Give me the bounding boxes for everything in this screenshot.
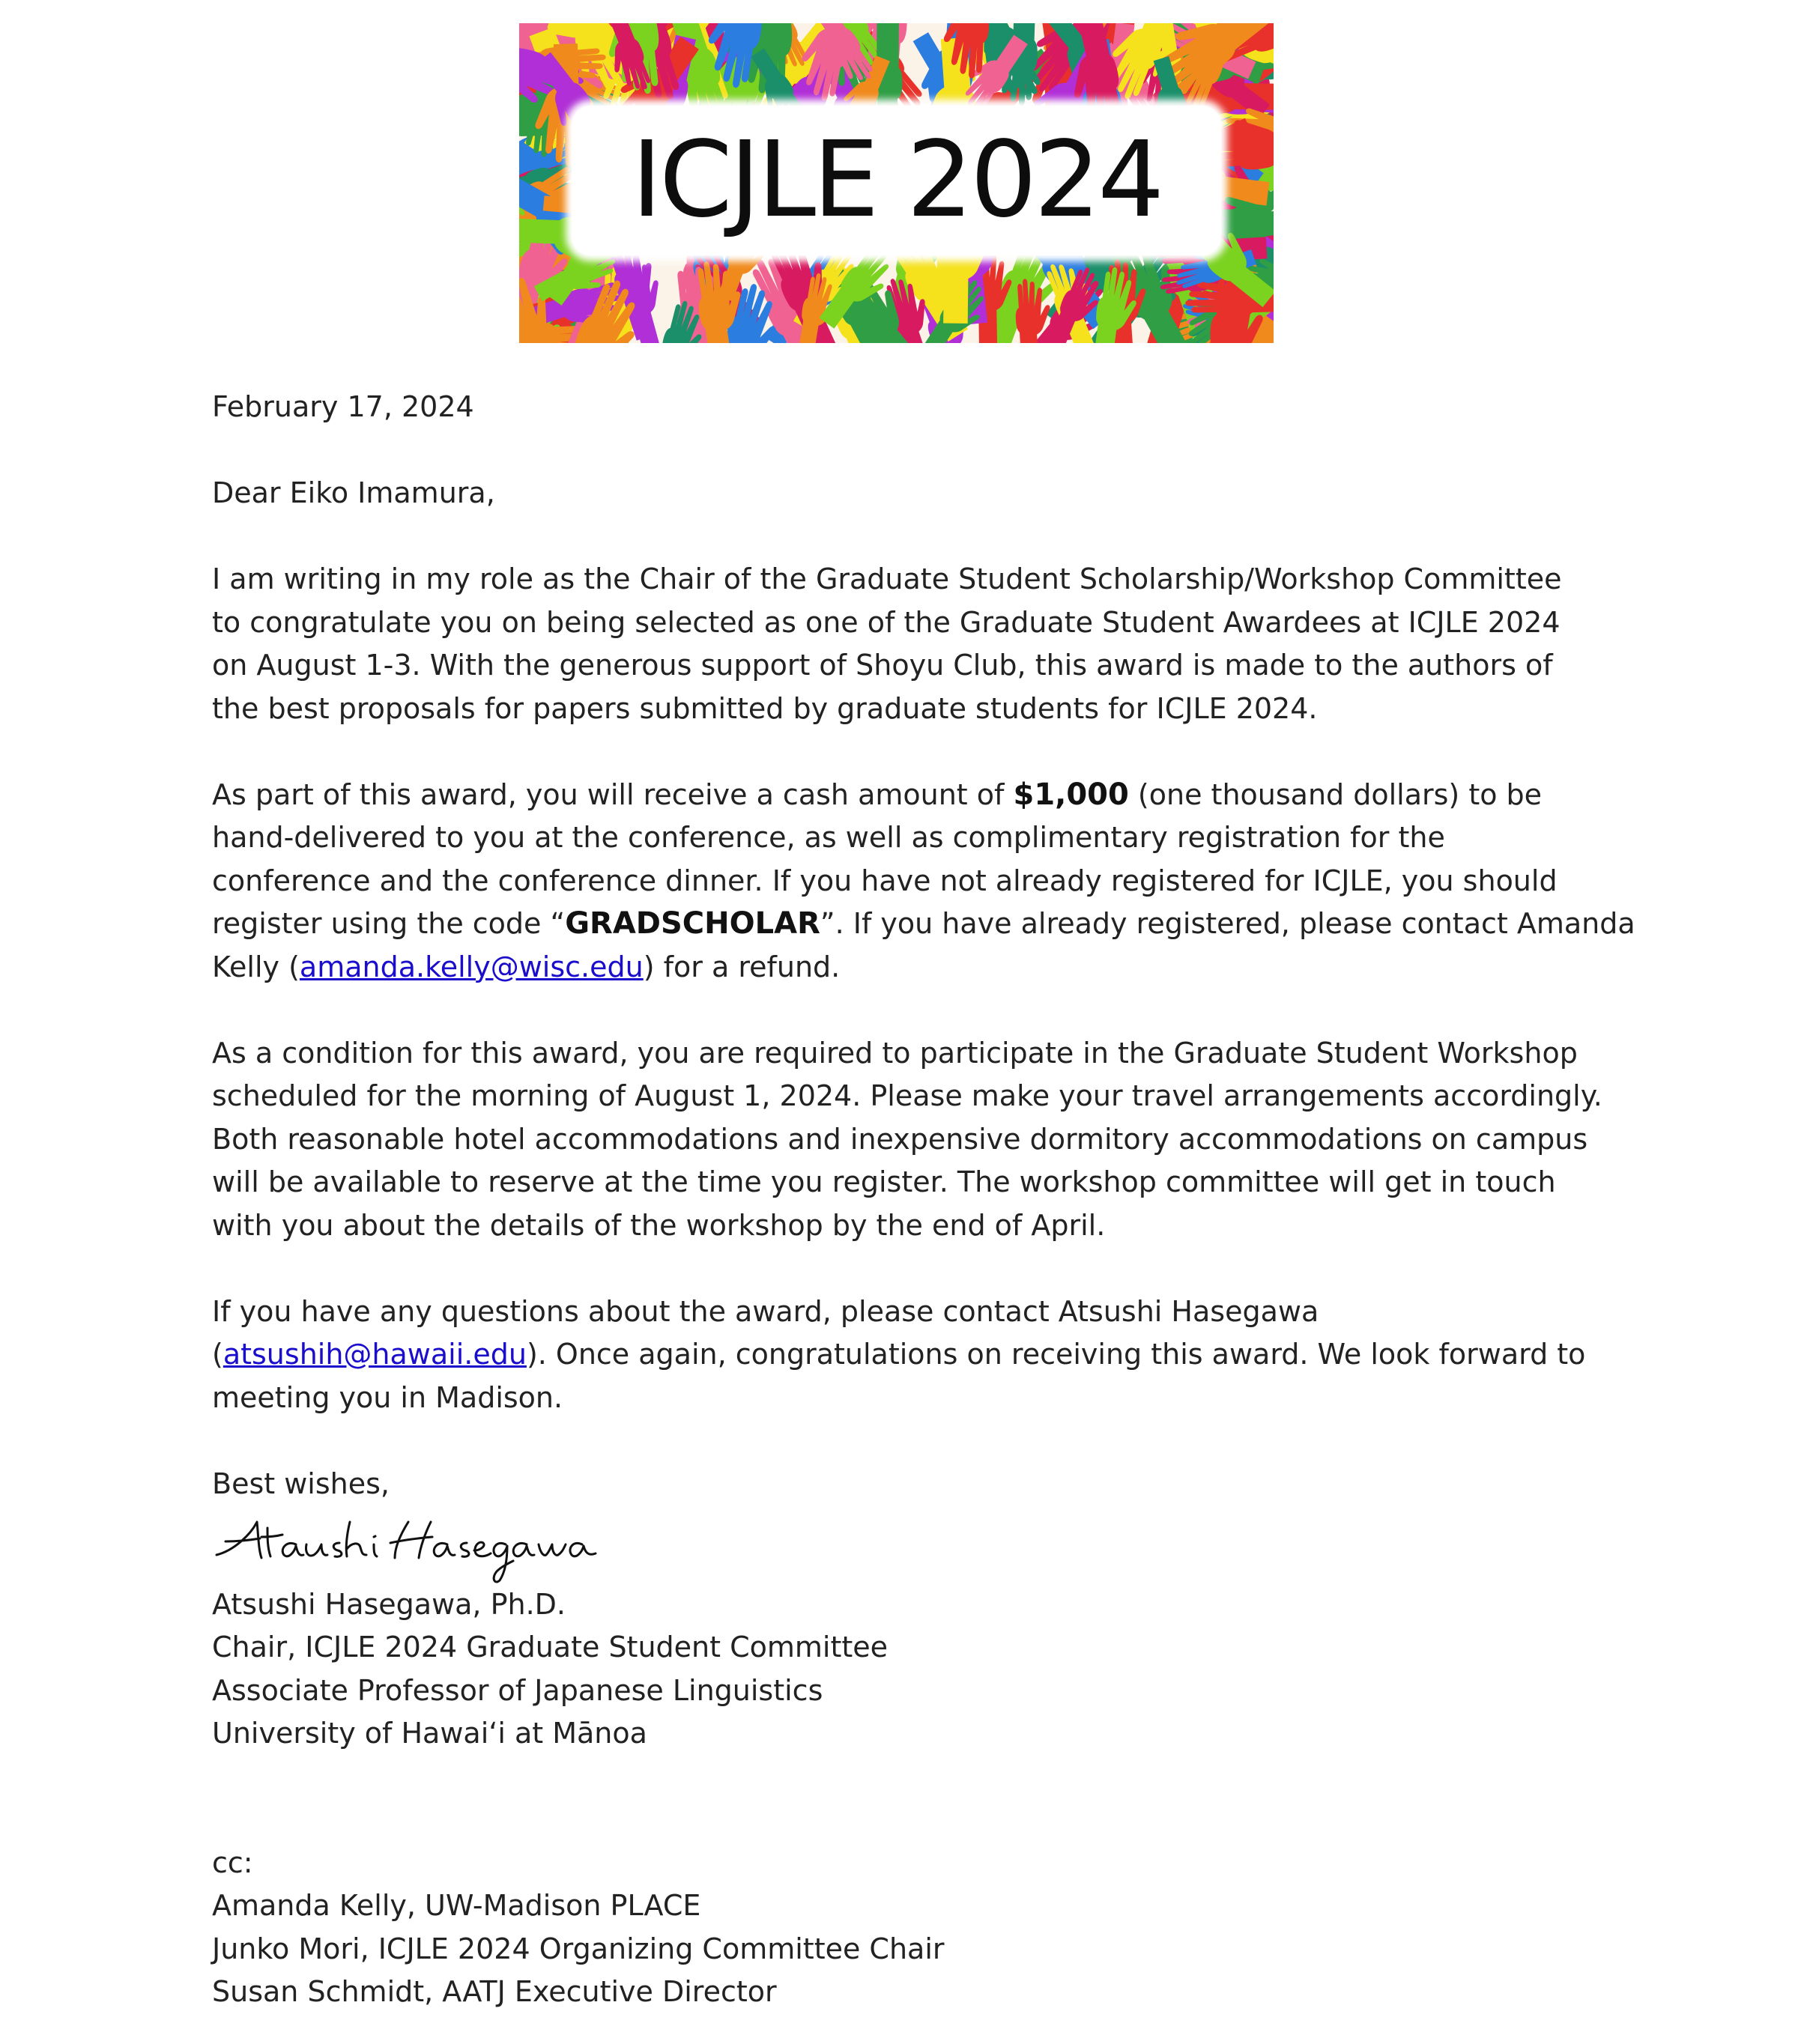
email-link-atsushi-hasegawa[interactable]: atsushih@hawaii.edu bbox=[223, 1338, 527, 1371]
letter-body bbox=[212, 386, 1635, 2014]
email-link-amanda-kelly[interactable]: amanda.kelly@wisc.edu bbox=[299, 950, 644, 983]
text-line bbox=[212, 774, 1590, 817]
banner-title: ICJLE 2024 bbox=[631, 119, 1162, 241]
text-line: scheduled for the morning of August 1, 2024. Please make your travel arrangements accordingly. bbox=[212, 1079, 1602, 1112]
text-run: ) for a refund. bbox=[643, 950, 841, 983]
spacer bbox=[212, 1756, 1590, 1799]
signer-title-1: Chair, ICJLE 2024 Graduate Student Committee bbox=[212, 1631, 889, 1664]
paragraph-award-notice bbox=[212, 558, 1590, 730]
letter-date: February 17, 2024 bbox=[212, 390, 474, 423]
paragraph-workshop-condition bbox=[212, 1032, 1602, 1248]
hand-icon bbox=[943, 272, 968, 324]
text-run: register using the code “ bbox=[212, 907, 566, 940]
signer-title-2: Associate Professor of Japanese Linguistics bbox=[212, 1673, 823, 1707]
conference-banner bbox=[519, 23, 1274, 343]
hand-icon bbox=[1014, 277, 1052, 337]
salutation: Dear Eiko Imamura, bbox=[212, 476, 495, 509]
cc-recipient: Amanda Kelly, UW-Madison PLACE bbox=[212, 1889, 701, 1922]
text-line: hand-delivered to you at the conference, as well as complimentary registration for the bbox=[212, 821, 1445, 854]
text-run: ). Once again, congratulations on receiving this award. We look forward to bbox=[526, 1338, 1586, 1371]
signer-affiliation: University of Hawaiʻi at Mānoa bbox=[212, 1717, 647, 1750]
text-line bbox=[212, 1333, 1590, 1377]
text-line: I am writing in my role as the Chair of the Graduate Student Scholarship/Workshop Committee bbox=[212, 562, 1562, 595]
text-line: Both reasonable hotel accommodations and inexpensive dormitory accommodations on campus bbox=[212, 1122, 1588, 1156]
text-line: the best proposals for papers submitted by graduate students for ICJLE 2024. bbox=[212, 691, 1318, 725]
cc-label: cc: bbox=[212, 1846, 253, 1879]
text-run: (one thousand dollars) to be bbox=[1128, 777, 1543, 811]
text-run: ”. If you have already registered, please contact Amanda bbox=[820, 907, 1635, 940]
text-line: to congratulate you on being selected as one of the Graduate Student Awardees at ICJLE 2024 bbox=[212, 605, 1561, 639]
text-line: on August 1-3. With the generous support of Shoyu Club, this award is made to the authors of bbox=[212, 649, 1553, 682]
text-line: meeting you in Madison. bbox=[212, 1380, 563, 1414]
text-line bbox=[212, 946, 1590, 989]
text-run: As part of this award, you will receive a cash amount of bbox=[212, 777, 1014, 811]
text-line bbox=[212, 903, 1635, 946]
cc-recipient: Junko Mori, ICJLE 2024 Organizing Committee Chair bbox=[212, 1932, 945, 1965]
signature-image bbox=[212, 1511, 647, 1586]
signer-block bbox=[212, 1583, 1590, 2014]
paragraph-contact bbox=[212, 1291, 1590, 1420]
text-line: conference and the conference dinner. If you have not already registered for ICJLE, you should bbox=[212, 864, 1558, 897]
text-line: with you about the details of the workshop by the end of April. bbox=[212, 1208, 1106, 1242]
paragraph-award-details bbox=[212, 774, 1635, 989]
spacer bbox=[212, 1798, 1590, 1842]
text-line: will be available to reserve at the time you register. The workshop committee will get in touch bbox=[212, 1165, 1556, 1198]
handwritten-signature bbox=[212, 1511, 1590, 1586]
text-line: As a condition for this award, you are required to participate in the Graduate Student Workshop bbox=[212, 1036, 1578, 1070]
award-amount: $1,000 bbox=[1013, 777, 1129, 812]
registration-code: GRADSCHOLAR bbox=[565, 906, 820, 941]
signer-name: Atsushi Hasegawa, Ph.D. bbox=[212, 1587, 566, 1621]
text-line: If you have any questions about the award, please contact Atsushi Hasegawa bbox=[212, 1294, 1319, 1328]
text-run: Kelly ( bbox=[212, 950, 300, 983]
hand-icon bbox=[1020, 330, 1039, 343]
closing: Best wishes, bbox=[212, 1467, 390, 1500]
text-run: ( bbox=[212, 1338, 223, 1371]
cc-recipient: Susan Schmidt, AATJ Executive Director bbox=[212, 1975, 777, 2008]
